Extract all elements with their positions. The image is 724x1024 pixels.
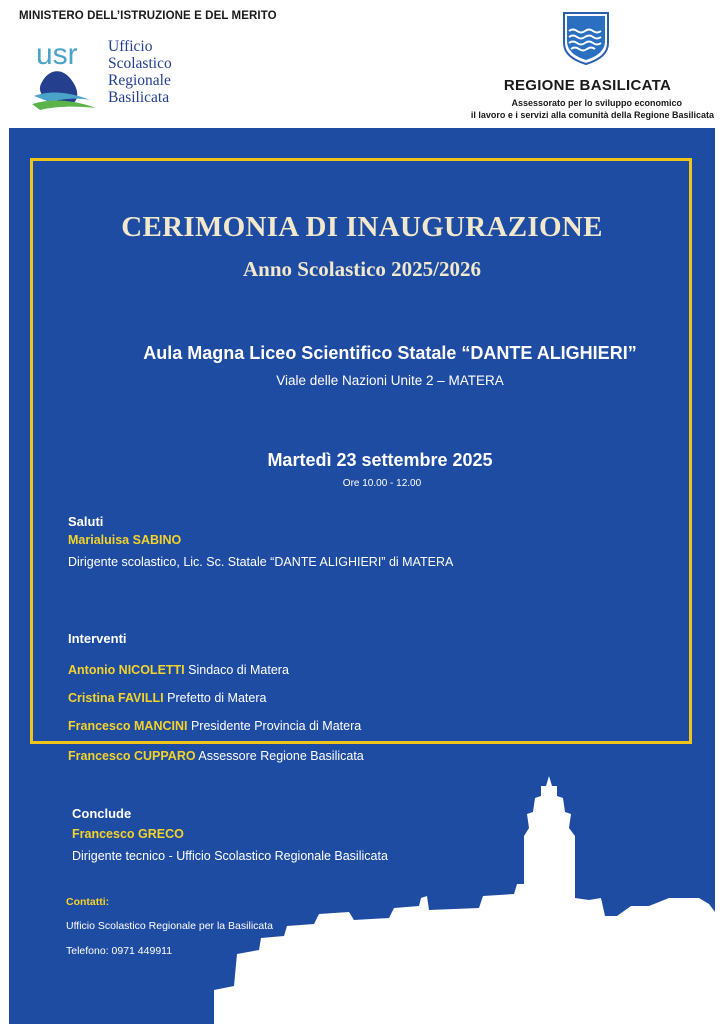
address: Viale delle Nazioni Unite 2 – MATERA bbox=[276, 373, 504, 388]
speaker-name: Cristina FAVILLI bbox=[68, 691, 164, 705]
speaker-row bbox=[68, 749, 364, 763]
contacts-heading: Contatti: bbox=[66, 896, 110, 908]
saluti-role: Dirigente scolastico, Lic. Sc. Statale “DANTE ALIGHIERI” di MATERA bbox=[68, 555, 454, 569]
usr-line: Ufficio bbox=[108, 38, 153, 55]
event-date: Martedì 23 settembre 2025 bbox=[267, 450, 493, 470]
contacts-phone: Telefono: 0971 449911 bbox=[66, 945, 173, 957]
event-time: Ore 10.00 - 12.00 bbox=[342, 478, 422, 489]
speaker-role: Prefetto di Matera bbox=[167, 691, 267, 705]
conclude-name: Francesco GRECO bbox=[72, 827, 184, 841]
usr-line: Regionale bbox=[108, 72, 171, 89]
ministry-name: MINISTERO DELL’ISTRUZIONE E DEL MERITO bbox=[19, 10, 277, 22]
school-year: Anno Scolastico 2025/2026 bbox=[242, 257, 481, 281]
interventi-heading: Interventi bbox=[68, 631, 127, 646]
region-subtitle: Assessorato per lo sviluppo economico bbox=[511, 98, 682, 108]
speaker-row bbox=[68, 691, 266, 705]
conclude-role: Dirigente tecnico - Ufficio Scolastico Regionale Basilicata bbox=[72, 849, 388, 863]
header bbox=[0, 0, 724, 128]
usr-line: Basilicata bbox=[108, 89, 170, 106]
contacts-office: Ufficio Scolastico Regionale per la Basilicata bbox=[66, 920, 273, 932]
venue: Aula Magna Liceo Scientifico Statale “DANTE ALIGHIERI” bbox=[143, 343, 637, 363]
usr-line: Scolastico bbox=[108, 55, 172, 72]
saluti-heading: Saluti bbox=[68, 514, 104, 529]
event-title: CERIMONIA DI INAUGURAZIONE bbox=[121, 211, 603, 243]
region-subtitle: il lavoro e i servizi alla comunità della Regione Basilicata bbox=[470, 110, 714, 120]
speaker-row bbox=[68, 719, 361, 733]
conclude-heading: Conclude bbox=[72, 806, 132, 821]
saluti-name: Marialuisa SABINO bbox=[68, 533, 182, 547]
speaker-role: Assessore Regione Basilicata bbox=[198, 749, 364, 763]
speaker-row bbox=[68, 663, 289, 677]
speaker-name: Antonio NICOLETTI bbox=[68, 663, 185, 677]
region-name: REGIONE BASILICATA bbox=[503, 77, 672, 94]
speaker-name: Francesco CUPPARO bbox=[68, 749, 196, 763]
speaker-name: Francesco MANCINI bbox=[68, 719, 188, 733]
usr-logo-icon bbox=[30, 34, 110, 114]
region-crest-icon bbox=[562, 11, 610, 65]
usr-logo-text: usr bbox=[36, 38, 78, 71]
usr-text bbox=[108, 38, 172, 106]
speaker-role: Sindaco di Matera bbox=[188, 663, 289, 677]
speaker-role: Presidente Provincia di Matera bbox=[190, 719, 362, 733]
